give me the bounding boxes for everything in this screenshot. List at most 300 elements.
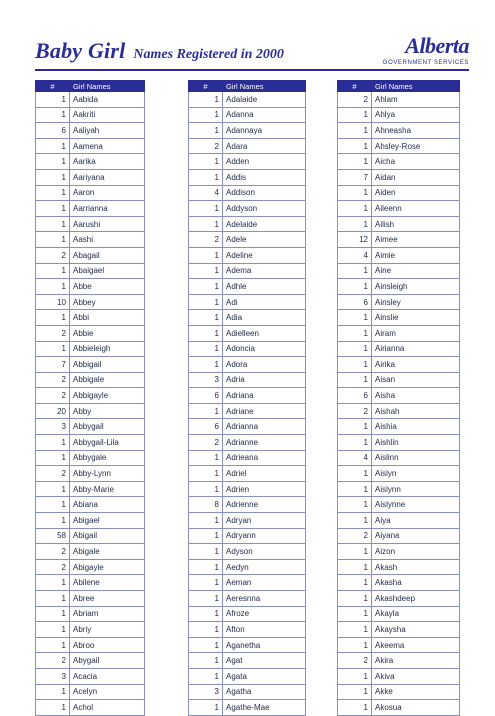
girl-name: Aisha bbox=[372, 388, 460, 404]
table-row bbox=[36, 388, 145, 404]
name-count: 1 bbox=[338, 622, 372, 638]
table-row bbox=[338, 263, 460, 279]
name-count: 1 bbox=[36, 154, 70, 170]
girl-name: Aine bbox=[372, 263, 460, 279]
name-count: 1 bbox=[189, 450, 223, 466]
name-count: 1 bbox=[338, 325, 372, 341]
girl-name: Aarika bbox=[70, 154, 145, 170]
table-row bbox=[338, 216, 460, 232]
name-count: 1 bbox=[338, 341, 372, 357]
girl-name: Aiyana bbox=[372, 528, 460, 544]
name-count: 10 bbox=[36, 294, 70, 310]
girl-name: Aedyn bbox=[223, 559, 306, 575]
girl-name: Abby-Lynn bbox=[70, 466, 145, 482]
girl-name: Aislynn bbox=[372, 481, 460, 497]
name-count: 1 bbox=[36, 481, 70, 497]
girl-name: Acacia bbox=[70, 668, 145, 684]
name-count: 1 bbox=[338, 606, 372, 622]
girl-name: Adrianna bbox=[223, 419, 306, 435]
name-count: 1 bbox=[36, 201, 70, 217]
table-row bbox=[338, 154, 460, 170]
name-count: 6 bbox=[338, 294, 372, 310]
girl-name: Aaron bbox=[70, 185, 145, 201]
name-count: 1 bbox=[338, 466, 372, 482]
table-row bbox=[338, 201, 460, 217]
name-count: 1 bbox=[338, 185, 372, 201]
table-row bbox=[36, 279, 145, 295]
table-row bbox=[338, 575, 460, 591]
table-row bbox=[189, 528, 306, 544]
table-row bbox=[338, 372, 460, 388]
girl-name: Aishlin bbox=[372, 435, 460, 451]
name-count: 6 bbox=[189, 388, 223, 404]
girl-name: Aislyn bbox=[372, 466, 460, 482]
name-count: 8 bbox=[189, 497, 223, 513]
girl-name: Akashdeep bbox=[372, 591, 460, 607]
table-row bbox=[189, 123, 306, 139]
girl-name: Aiden bbox=[372, 185, 460, 201]
table-row bbox=[36, 169, 145, 185]
table-row bbox=[338, 559, 460, 575]
name-count: 3 bbox=[189, 684, 223, 700]
name-count: 1 bbox=[338, 700, 372, 716]
girl-name: Adora bbox=[223, 357, 306, 373]
name-count: 1 bbox=[36, 216, 70, 232]
table-row bbox=[36, 466, 145, 482]
girl-name: Adema bbox=[223, 263, 306, 279]
name-count: 1 bbox=[36, 637, 70, 653]
girl-name: Adeline bbox=[223, 247, 306, 263]
girl-name: Aarrianna bbox=[70, 201, 145, 217]
table-row bbox=[189, 653, 306, 669]
name-count: 3 bbox=[36, 419, 70, 435]
girl-name: Adriel bbox=[223, 466, 306, 482]
name-count: 1 bbox=[338, 123, 372, 139]
name-count: 1 bbox=[36, 279, 70, 295]
name-count: 1 bbox=[189, 653, 223, 669]
girl-name: Adielleen bbox=[223, 325, 306, 341]
name-count: 1 bbox=[189, 513, 223, 529]
table-row bbox=[338, 403, 460, 419]
girl-name: Abbie bbox=[70, 325, 145, 341]
girl-name: Akash bbox=[372, 559, 460, 575]
girl-name: Aiya bbox=[372, 513, 460, 529]
table-row bbox=[189, 622, 306, 638]
name-count: 1 bbox=[338, 279, 372, 295]
name-count: 1 bbox=[36, 622, 70, 638]
table-row bbox=[189, 201, 306, 217]
table-row bbox=[338, 435, 460, 451]
table-row bbox=[189, 154, 306, 170]
girl-name: Aisan bbox=[372, 372, 460, 388]
table-row bbox=[338, 92, 460, 108]
table-row bbox=[189, 294, 306, 310]
name-count: 1 bbox=[36, 310, 70, 326]
girl-name: Aeman bbox=[223, 575, 306, 591]
girl-name: Adden bbox=[223, 154, 306, 170]
table-row bbox=[36, 622, 145, 638]
girl-name: Abaigael bbox=[70, 263, 145, 279]
table-row bbox=[338, 169, 460, 185]
girl-name: Abigael bbox=[70, 513, 145, 529]
table-row bbox=[338, 450, 460, 466]
table-row bbox=[36, 435, 145, 451]
table-row bbox=[338, 123, 460, 139]
table-row bbox=[36, 606, 145, 622]
girl-name: Adriana bbox=[223, 388, 306, 404]
name-count: 2 bbox=[189, 435, 223, 451]
name-count: 1 bbox=[189, 169, 223, 185]
table-row bbox=[338, 419, 460, 435]
name-count: 1 bbox=[36, 232, 70, 248]
table-header-row bbox=[338, 81, 460, 92]
name-count: 1 bbox=[189, 216, 223, 232]
name-count: 1 bbox=[36, 606, 70, 622]
table-row bbox=[36, 372, 145, 388]
girl-name: Abbi bbox=[70, 310, 145, 326]
table-row bbox=[338, 513, 460, 529]
girl-name: Abby-Marie bbox=[70, 481, 145, 497]
girl-name: Abigale bbox=[70, 544, 145, 560]
girl-name: Adia bbox=[223, 310, 306, 326]
girl-name: Akiva bbox=[372, 668, 460, 684]
table-row bbox=[36, 92, 145, 108]
table-row bbox=[36, 294, 145, 310]
girl-name: Abriam bbox=[70, 606, 145, 622]
name-count: 1 bbox=[338, 138, 372, 154]
table-row bbox=[338, 684, 460, 700]
name-count: 1 bbox=[189, 247, 223, 263]
name-count: 1 bbox=[189, 357, 223, 373]
name-count: 7 bbox=[36, 357, 70, 373]
table-row bbox=[189, 232, 306, 248]
name-count: 1 bbox=[189, 294, 223, 310]
column-header-name: Girl Names bbox=[223, 81, 306, 92]
name-count: 1 bbox=[338, 357, 372, 373]
girl-name: Aizon bbox=[372, 544, 460, 560]
table-row bbox=[189, 216, 306, 232]
table-row bbox=[189, 341, 306, 357]
name-count: 3 bbox=[189, 372, 223, 388]
girl-name: Aaliyah bbox=[70, 123, 145, 139]
name-count: 1 bbox=[189, 107, 223, 123]
name-count: 1 bbox=[36, 341, 70, 357]
column-header-count: # bbox=[36, 81, 70, 92]
girl-name: Aakriti bbox=[70, 107, 145, 123]
title-main: Baby Girl bbox=[35, 38, 126, 63]
table-row bbox=[36, 341, 145, 357]
girl-name: Abagail bbox=[70, 247, 145, 263]
name-count: 6 bbox=[189, 419, 223, 435]
girl-name: Akasha bbox=[372, 575, 460, 591]
girl-name: Abroo bbox=[70, 637, 145, 653]
name-count: 1 bbox=[189, 403, 223, 419]
table-row bbox=[338, 232, 460, 248]
title-subtitle: Names Registered in 2000 bbox=[133, 47, 284, 62]
table-row bbox=[36, 201, 145, 217]
girl-name: Ahsley-Rose bbox=[372, 138, 460, 154]
table-row bbox=[36, 513, 145, 529]
table-row bbox=[36, 497, 145, 513]
table-row bbox=[36, 481, 145, 497]
table-row bbox=[189, 310, 306, 326]
name-count: 2 bbox=[338, 92, 372, 108]
girl-name: Aimie bbox=[372, 247, 460, 263]
table-row bbox=[189, 279, 306, 295]
name-count: 1 bbox=[338, 497, 372, 513]
table-row bbox=[36, 403, 145, 419]
name-count: 4 bbox=[338, 247, 372, 263]
girl-name: Aabida bbox=[70, 92, 145, 108]
girl-name: Adrien bbox=[223, 481, 306, 497]
name-count: 1 bbox=[36, 684, 70, 700]
table-row bbox=[36, 107, 145, 123]
girl-name: Adriane bbox=[223, 403, 306, 419]
name-count: 2 bbox=[338, 403, 372, 419]
name-count: 1 bbox=[338, 559, 372, 575]
name-count: 1 bbox=[189, 668, 223, 684]
name-count: 2 bbox=[36, 544, 70, 560]
name-count: 2 bbox=[36, 372, 70, 388]
name-count: 12 bbox=[338, 232, 372, 248]
name-count: 1 bbox=[189, 325, 223, 341]
table-row bbox=[338, 653, 460, 669]
girl-name: Afroze bbox=[223, 606, 306, 622]
name-count: 3 bbox=[36, 668, 70, 684]
table-row bbox=[36, 216, 145, 232]
name-count: 1 bbox=[36, 263, 70, 279]
table-row bbox=[36, 325, 145, 341]
table-row bbox=[36, 247, 145, 263]
girl-name: Akeema bbox=[372, 637, 460, 653]
name-count: 1 bbox=[36, 575, 70, 591]
name-count: 1 bbox=[36, 513, 70, 529]
girl-name: Aamena bbox=[70, 138, 145, 154]
name-count: 2 bbox=[338, 528, 372, 544]
table-row bbox=[338, 107, 460, 123]
table-row bbox=[338, 185, 460, 201]
table-row bbox=[189, 92, 306, 108]
table-row bbox=[36, 138, 145, 154]
name-count: 1 bbox=[36, 591, 70, 607]
girl-name: Agat bbox=[223, 653, 306, 669]
table-row bbox=[338, 606, 460, 622]
table-row bbox=[36, 310, 145, 326]
table-row bbox=[189, 559, 306, 575]
name-count: 1 bbox=[338, 544, 372, 560]
name-count: 2 bbox=[36, 247, 70, 263]
logo-subtitle: GOVERNMENT SERVICES bbox=[382, 60, 469, 66]
girl-name: Aashi bbox=[70, 232, 145, 248]
table-row bbox=[338, 138, 460, 154]
girl-name: Ainslie bbox=[372, 310, 460, 326]
name-count: 1 bbox=[338, 372, 372, 388]
girl-name: Adoncia bbox=[223, 341, 306, 357]
table-row bbox=[189, 497, 306, 513]
table-row bbox=[189, 372, 306, 388]
table-row bbox=[189, 403, 306, 419]
name-count: 2 bbox=[36, 559, 70, 575]
name-count: 1 bbox=[189, 263, 223, 279]
name-count: 1 bbox=[189, 123, 223, 139]
name-count: 4 bbox=[189, 185, 223, 201]
girl-name: Aislinn bbox=[372, 450, 460, 466]
girl-name: Abby bbox=[70, 403, 145, 419]
table-row bbox=[36, 419, 145, 435]
name-count: 1 bbox=[36, 169, 70, 185]
name-count: 1 bbox=[189, 575, 223, 591]
girl-name: Aicha bbox=[372, 154, 460, 170]
girl-name: Adryann bbox=[223, 528, 306, 544]
girl-name: Ainsleigh bbox=[372, 279, 460, 295]
girl-name: Ahneasha bbox=[372, 123, 460, 139]
girl-name: Adrienne bbox=[223, 497, 306, 513]
table-row bbox=[189, 263, 306, 279]
table-row bbox=[36, 575, 145, 591]
names-table-1 bbox=[35, 80, 145, 716]
girl-name: Akke bbox=[372, 684, 460, 700]
name-count: 6 bbox=[338, 388, 372, 404]
column-header-name: Girl Names bbox=[70, 81, 145, 92]
table-row bbox=[189, 388, 306, 404]
table-row bbox=[338, 497, 460, 513]
table-row bbox=[189, 450, 306, 466]
girl-name: Airika bbox=[372, 357, 460, 373]
table-row bbox=[338, 310, 460, 326]
table-row bbox=[338, 481, 460, 497]
girl-name: Adanna bbox=[223, 107, 306, 123]
table-row bbox=[338, 668, 460, 684]
name-count: 1 bbox=[189, 481, 223, 497]
table-row bbox=[36, 123, 145, 139]
alberta-logo bbox=[359, 34, 469, 66]
girl-name: Abbigale bbox=[70, 372, 145, 388]
girl-name: Aishia bbox=[372, 419, 460, 435]
name-count: 2 bbox=[189, 232, 223, 248]
girl-name: Agathe-Mae bbox=[223, 700, 306, 716]
girl-name: Aganetha bbox=[223, 637, 306, 653]
girl-name: Aidan bbox=[372, 169, 460, 185]
name-count: 2 bbox=[338, 653, 372, 669]
table-row bbox=[36, 154, 145, 170]
girl-name: Abigayle bbox=[70, 559, 145, 575]
table-row bbox=[189, 684, 306, 700]
name-count: 1 bbox=[189, 341, 223, 357]
girl-name: Abriy bbox=[70, 622, 145, 638]
table-row bbox=[338, 341, 460, 357]
name-count: 1 bbox=[189, 700, 223, 716]
name-count: 1 bbox=[338, 684, 372, 700]
table-row bbox=[189, 481, 306, 497]
table-row bbox=[338, 279, 460, 295]
girl-name: Addis bbox=[223, 169, 306, 185]
girl-name: Abygail bbox=[70, 653, 145, 669]
table-row bbox=[189, 668, 306, 684]
girl-name: Abbigail bbox=[70, 357, 145, 373]
name-count: 1 bbox=[36, 450, 70, 466]
name-count: 2 bbox=[189, 138, 223, 154]
girl-name: Afton bbox=[223, 622, 306, 638]
girl-name: Abree bbox=[70, 591, 145, 607]
name-count: 1 bbox=[36, 92, 70, 108]
girl-name: Abbygail bbox=[70, 419, 145, 435]
girl-name: Achol bbox=[70, 700, 145, 716]
girl-name: Ahlam bbox=[372, 92, 460, 108]
girl-name: Adi bbox=[223, 294, 306, 310]
girl-name: Akosua bbox=[372, 700, 460, 716]
name-count: 1 bbox=[189, 279, 223, 295]
name-count: 1 bbox=[189, 310, 223, 326]
name-count: 1 bbox=[189, 544, 223, 560]
girl-name: Addyson bbox=[223, 201, 306, 217]
girl-name: Adannaya bbox=[223, 123, 306, 139]
girl-name: Aariyana bbox=[70, 169, 145, 185]
girl-name: Adrianne bbox=[223, 435, 306, 451]
name-count: 1 bbox=[189, 92, 223, 108]
name-count: 1 bbox=[338, 310, 372, 326]
name-count: 1 bbox=[36, 138, 70, 154]
girl-name: Adalaide bbox=[223, 92, 306, 108]
name-count: 1 bbox=[189, 591, 223, 607]
table-row bbox=[338, 294, 460, 310]
table-row bbox=[338, 325, 460, 341]
name-count: 4 bbox=[338, 450, 372, 466]
name-count: 6 bbox=[36, 123, 70, 139]
girl-name: Ainsley bbox=[372, 294, 460, 310]
table-row bbox=[189, 325, 306, 341]
name-count: 1 bbox=[338, 575, 372, 591]
girl-name: Aarushi bbox=[70, 216, 145, 232]
name-count: 1 bbox=[36, 435, 70, 451]
table-row bbox=[36, 653, 145, 669]
name-count: 1 bbox=[36, 107, 70, 123]
page-title bbox=[35, 38, 284, 64]
table-row bbox=[189, 185, 306, 201]
girl-name: Adelaide bbox=[223, 216, 306, 232]
name-count: 2 bbox=[36, 653, 70, 669]
table-row bbox=[189, 138, 306, 154]
girl-name: Abilene bbox=[70, 575, 145, 591]
table-row bbox=[36, 684, 145, 700]
name-count: 1 bbox=[338, 263, 372, 279]
girl-name: Acelyn bbox=[70, 684, 145, 700]
column-header-count: # bbox=[189, 81, 223, 92]
girl-name: Akira bbox=[372, 653, 460, 669]
name-count: 1 bbox=[189, 201, 223, 217]
girl-name: Abbe bbox=[70, 279, 145, 295]
girl-name: Abbigayle bbox=[70, 388, 145, 404]
name-count: 1 bbox=[36, 185, 70, 201]
table-row bbox=[189, 357, 306, 373]
name-count: 1 bbox=[189, 622, 223, 638]
table-row bbox=[338, 544, 460, 560]
girl-name: Ahlya bbox=[372, 107, 460, 123]
name-count: 1 bbox=[338, 154, 372, 170]
table-row bbox=[189, 544, 306, 560]
name-count: 1 bbox=[189, 637, 223, 653]
name-count: 1 bbox=[189, 154, 223, 170]
table-row bbox=[36, 263, 145, 279]
girl-name: Adria bbox=[223, 372, 306, 388]
table-row bbox=[338, 622, 460, 638]
table-row bbox=[338, 247, 460, 263]
table-row bbox=[36, 591, 145, 607]
table-row bbox=[36, 185, 145, 201]
table-row bbox=[189, 591, 306, 607]
name-count: 1 bbox=[338, 513, 372, 529]
name-count: 1 bbox=[338, 419, 372, 435]
girl-name: Aeresnna bbox=[223, 591, 306, 607]
